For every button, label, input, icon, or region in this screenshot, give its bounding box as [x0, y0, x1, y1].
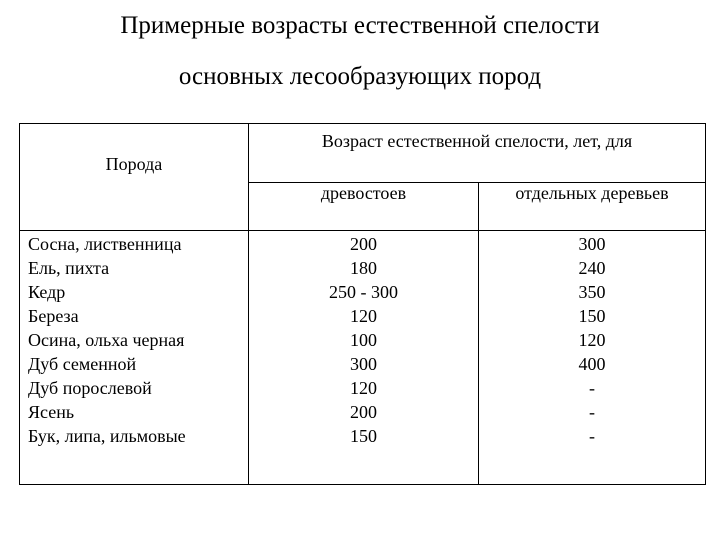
stands-age-cell: 200 [350, 402, 377, 422]
stands-age-cell: 180 [350, 258, 377, 278]
species-cell: Дуб порослевой [28, 378, 152, 398]
trees-age-cell: - [589, 402, 595, 422]
title-line-2: основных лесообразующих пород [178, 63, 542, 90]
header-individual-trees: отдельных деревьев [515, 183, 669, 203]
header-species: Порода [105, 154, 163, 174]
stands-age-cell: 250 - 300 [329, 282, 398, 302]
trees-age-cell: 150 [578, 306, 606, 326]
trees-age-cell: - [589, 378, 595, 398]
trees-age-cell: 240 [578, 258, 606, 278]
stands-age-cell: 300 [350, 354, 377, 374]
stands-age-cell: 120 [350, 306, 377, 326]
species-cell: Осина, ольха черная [28, 330, 185, 350]
trees-column [479, 232, 705, 448]
header-stands: древостоев [320, 183, 407, 203]
trees-age-cell: 400 [578, 354, 606, 374]
stands-age-cell: 120 [350, 378, 377, 398]
species-cell: Дуб семенной [28, 354, 137, 374]
species-cell: Ель, пихта [28, 258, 110, 278]
header-divider-body [20, 230, 705, 231]
stands-age-cell: 150 [350, 426, 377, 446]
stands-age-cell: 100 [350, 330, 377, 350]
species-cell: Ясень [28, 402, 75, 422]
trees-age-cell: 300 [578, 234, 606, 254]
trees-age-cell: 120 [578, 330, 606, 350]
trees-age-cell: - [589, 426, 595, 446]
species-cell: Бук, липа, ильмовые [28, 426, 186, 446]
trees-age-cell: 350 [578, 282, 606, 302]
species-column [28, 232, 246, 448]
species-cell: Береза [28, 306, 79, 326]
species-cell: Сосна, лиственница [28, 234, 182, 254]
stands-column [249, 232, 478, 448]
title-line-1: Примерные возрасты естественной спелости [120, 12, 600, 39]
species-cell: Кедр [28, 282, 66, 302]
maturity-age-table [19, 123, 706, 485]
stands-age-cell: 200 [350, 234, 377, 254]
header-maturity-age: Возраст естественной спелости, лет, для [321, 131, 633, 151]
